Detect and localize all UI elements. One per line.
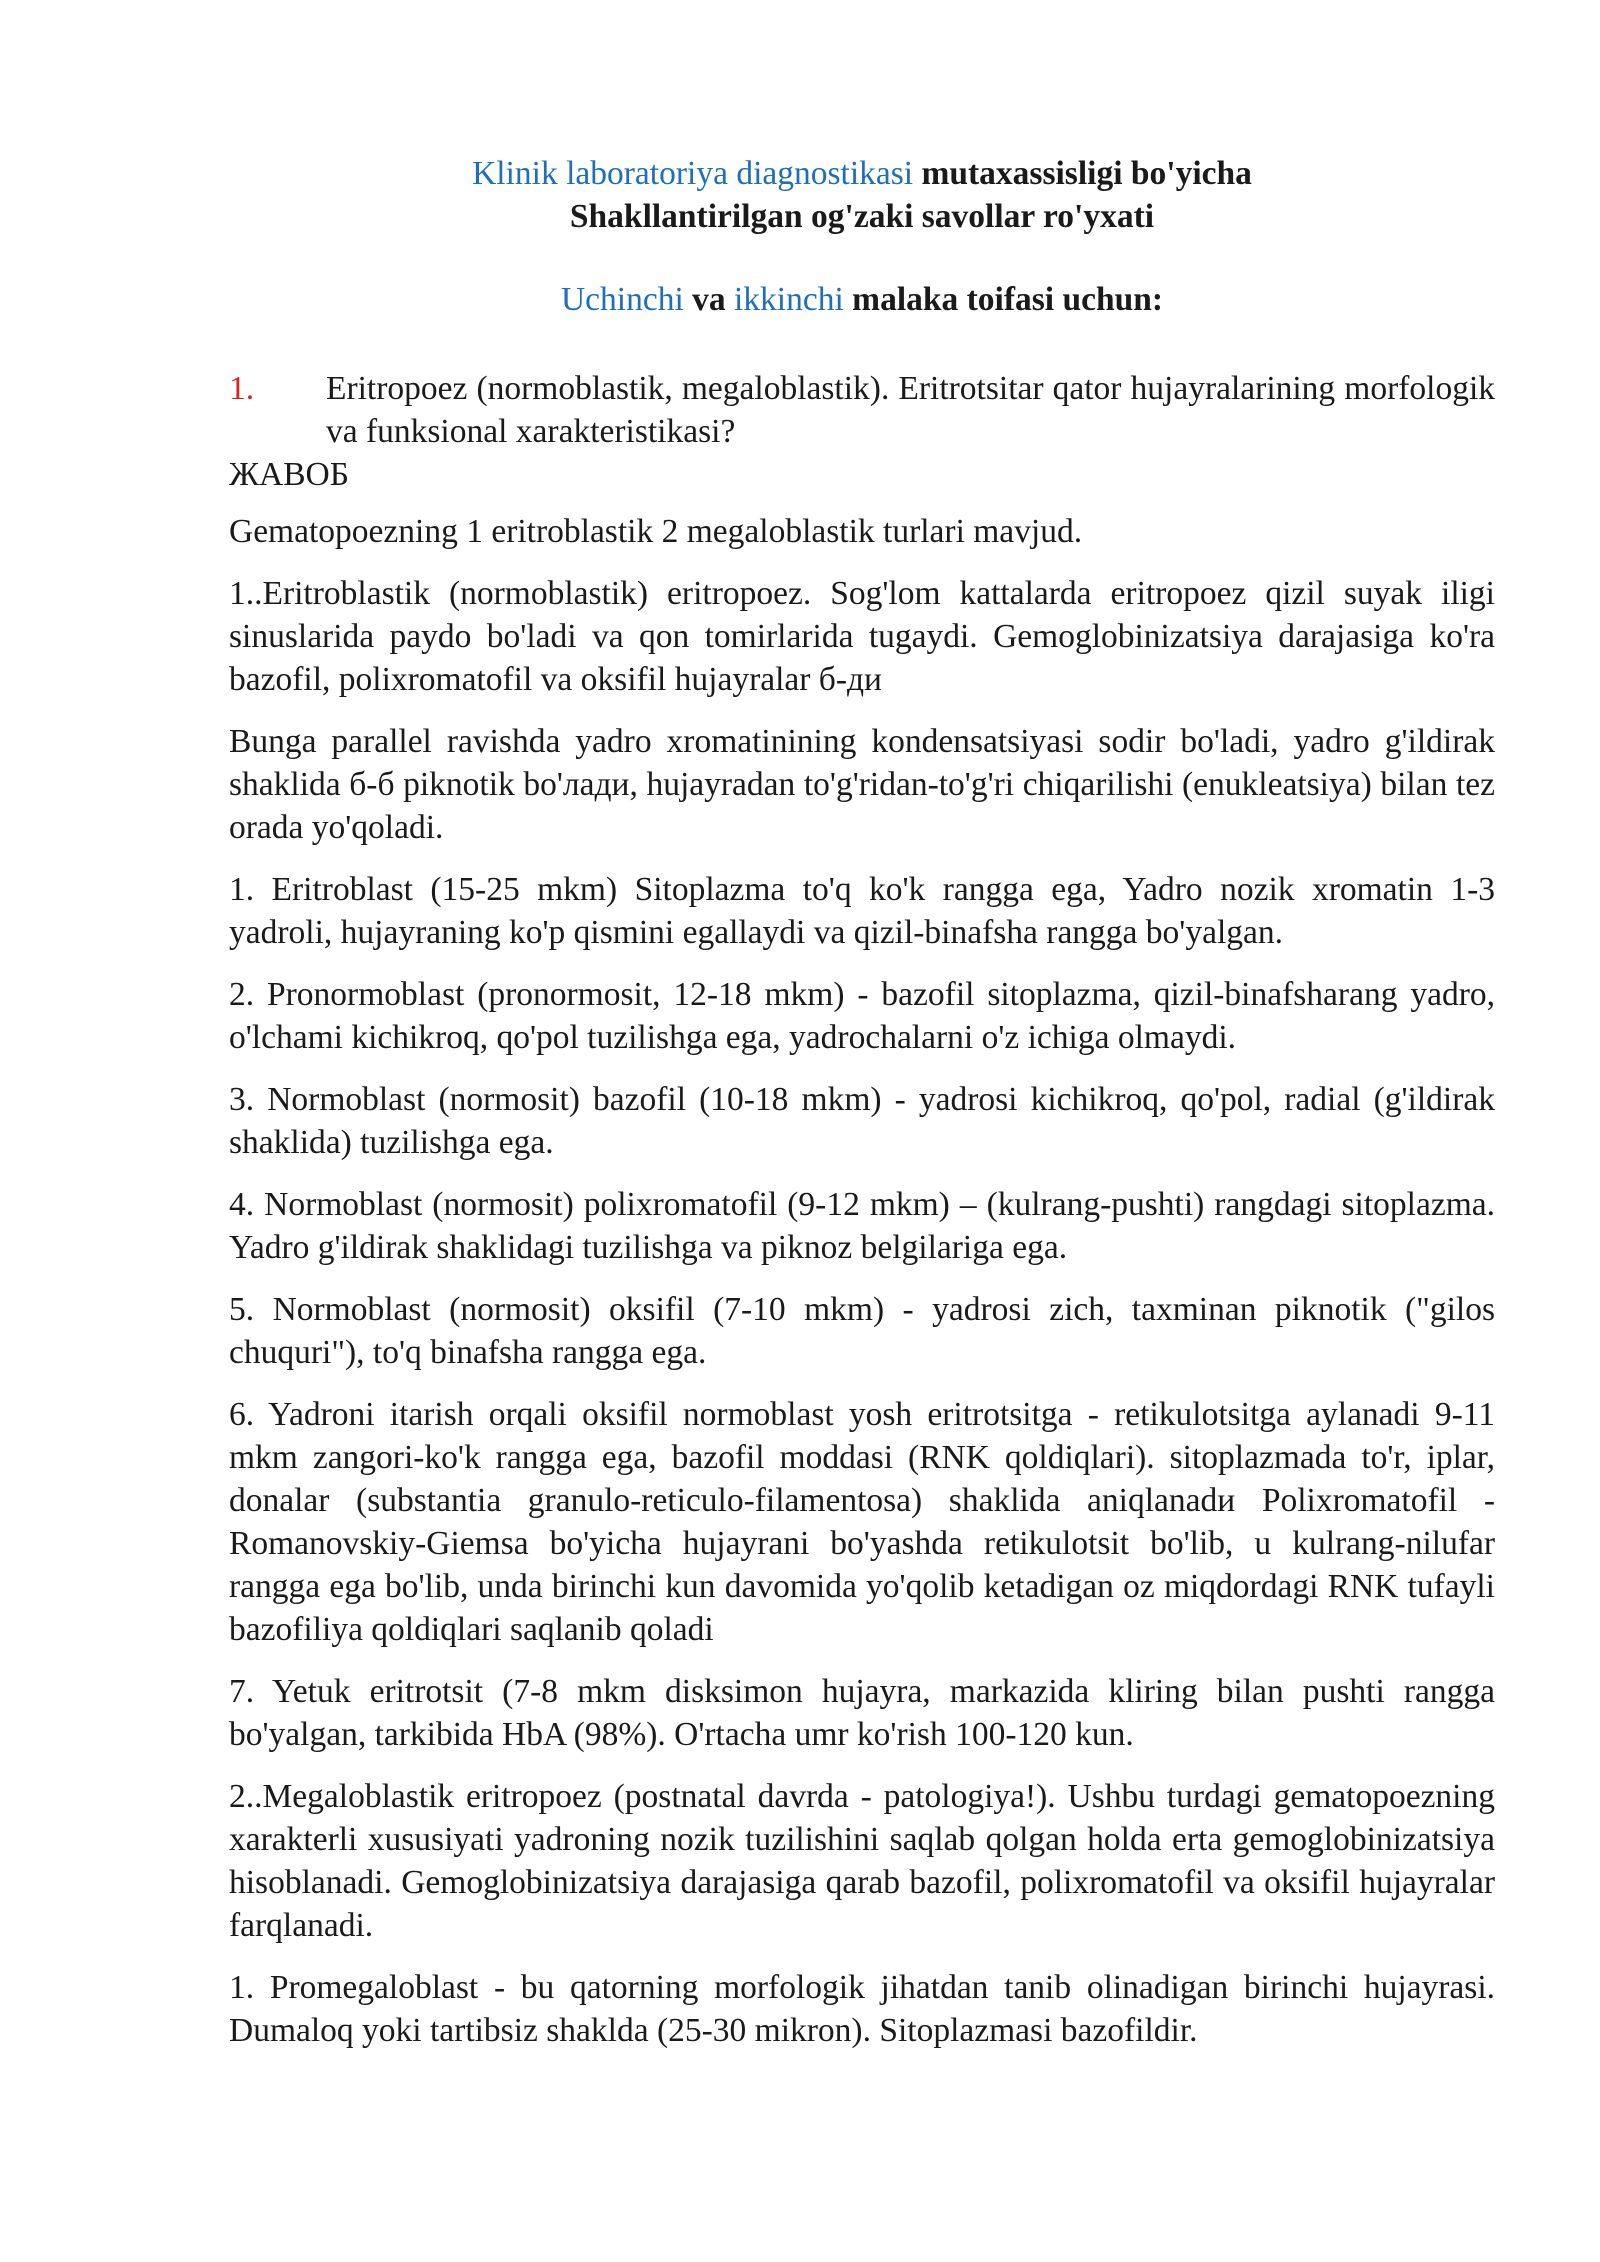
category-third: Uchinchi — [560, 281, 684, 318]
title-line-1-rest: mutaxassisligi bo'yicha — [913, 155, 1252, 192]
question-item — [229, 367, 1495, 453]
answer-paragraph: Bunga parallel ravishda yadro xromatinining kondensatsiyasi sodir bo'ladi, yadro g'ildirak shaklida б-б piknotik bo'лади, hujayradan to'g'ridan-to'g'ri chiqarilishi (enukleatsiya) bilan tez orada yo'qoladi. — [229, 723, 1495, 846]
subtitle-rest: malaka toifasi uchun: — [843, 281, 1164, 318]
subtitle-connector: va — [683, 281, 734, 318]
answer-paragraph: 1. Eritroblast (15-25 mkm) Sitoplazma to'q ko'k rangga ega, Yadro nozik xromatin 1-3 yadroli, hujayraning ko'p qismini egallaydi va qizil-binafsha rangga bo'yalgan. — [229, 871, 1495, 951]
title-line-2: Shakllantirilgan og'zaki savollar ro'yxati — [569, 198, 1155, 235]
answer-paragraph: 4. Normoblast (normosit) polixromatofil (9-12 mkm) – (kulrang-pushti) rangdagi sitoplazma. Yadro g'ildirak shaklidagi tuzilishga va piknoz belgilariga ega. — [229, 1186, 1495, 1266]
answer-paragraph: 1..Eritroblastik (normoblastik) eritropoez. Sog'lom kattalarda eritropoez qizil suyak iligi sinuslarida paydo bo'ladi va qon tomirlarida tugaydi. Gemoglobinizatsiya darajasiga ko'ra bazofil, polixromatofil va oksifil hujayralar б-ди — [229, 575, 1495, 698]
answer-paragraph: 7. Yetuk eritrotsit (7-8 mkm disksimon hujayra, markazida kliring bilan pushti rangga bo'yalgan, tarkibida HbA (98%). O'rtacha umr ko'rish 100-120 kun. — [229, 1673, 1495, 1753]
answer-paragraph: Gematopoezning 1 eritroblastik 2 megaloblastik turlari mavjud. — [229, 513, 1083, 550]
title-line-1 — [229, 152, 1495, 195]
category-second: ikkinchi — [734, 281, 844, 318]
answer-paragraph: 6. Yadroni itarish orqali oksifil normoblast yosh eritrotsitga - retikulotsitga aylanadi 9-11 mkm zangori-ko'k rangga ega, bazofil moddasi (RNK qoldiqlari). sitoplazmada to'r, iplar, donalar (substantia granulo-reticulo-filamentosa) shaklida aniqlanadи Polixromatofil - Romanovskiy-Giemsa bo'yicha hujayrani bo'yashda retikulotsit bo'lib, u kulrang-nilufar rangga ega bo'lib, unda birinchi kun davomida yo'qolib ketadigan oz miqdordagi RNK tufayli bazofiliya qoldiqlari saqlanib qoladi — [229, 1396, 1495, 1648]
specialty-name: Klinik laboratoriya diagnostikasi — [472, 155, 914, 192]
answer-paragraph: 3. Normoblast (normosit) bazofil (10-18 mkm) - yadrosi kichikroq, qo'pol, radial (g'ildirak shaklida) tuzilishga ega. — [229, 1081, 1495, 1161]
answer-paragraph: 2. Pronormoblast (pronormosit, 12-18 mkm) - bazofil sitoplazma, qizil-binafsharang yadro, o'lchami kichikroq, qo'pol tuzilishga ega, yadrochalarni o'z ichiga olmaydi. — [229, 976, 1495, 1056]
question-text: Eritropoez (normoblastik, megaloblastik). Eritrotsitar qator hujayralarining morfologik va funksional xarakteristikasi? — [326, 370, 1495, 450]
answer-paragraph: 2..Megaloblastik eritropoez (postnatal davrda - patologiya!). Ushbu turdagi gematopoezning xarakterli xususiyati yadroning nozik tuzilishini saqlab qolgan holda erta gemoglobinizatsiya hisoblanadi. Gemoglobinizatsiya darajasiga qarab bazofil, polixromatofil va oksifil hujayralar farqlanadi. — [229, 1778, 1495, 1944]
document-title — [229, 152, 1495, 238]
answer-paragraph: 1. Promegaloblast - bu qatorning morfologik jihatdan tanib olinadigan birinchi hujayrasi. Dumaloq yoki tartibsiz shaklda (25-30 mikron). Sitoplazmasi bazofildir. — [229, 1969, 1495, 2049]
answer-paragraph: 5. Normoblast (normosit) oksifil (7-10 mkm) - yadrosi zich, taxminan piknotik ("gilos chuquri"), to'q binafsha rangga ega. — [229, 1291, 1495, 1371]
answer-label: ЖАВОБ — [229, 456, 349, 493]
document-subtitle — [229, 278, 1495, 321]
question-number: 1. — [229, 370, 255, 407]
